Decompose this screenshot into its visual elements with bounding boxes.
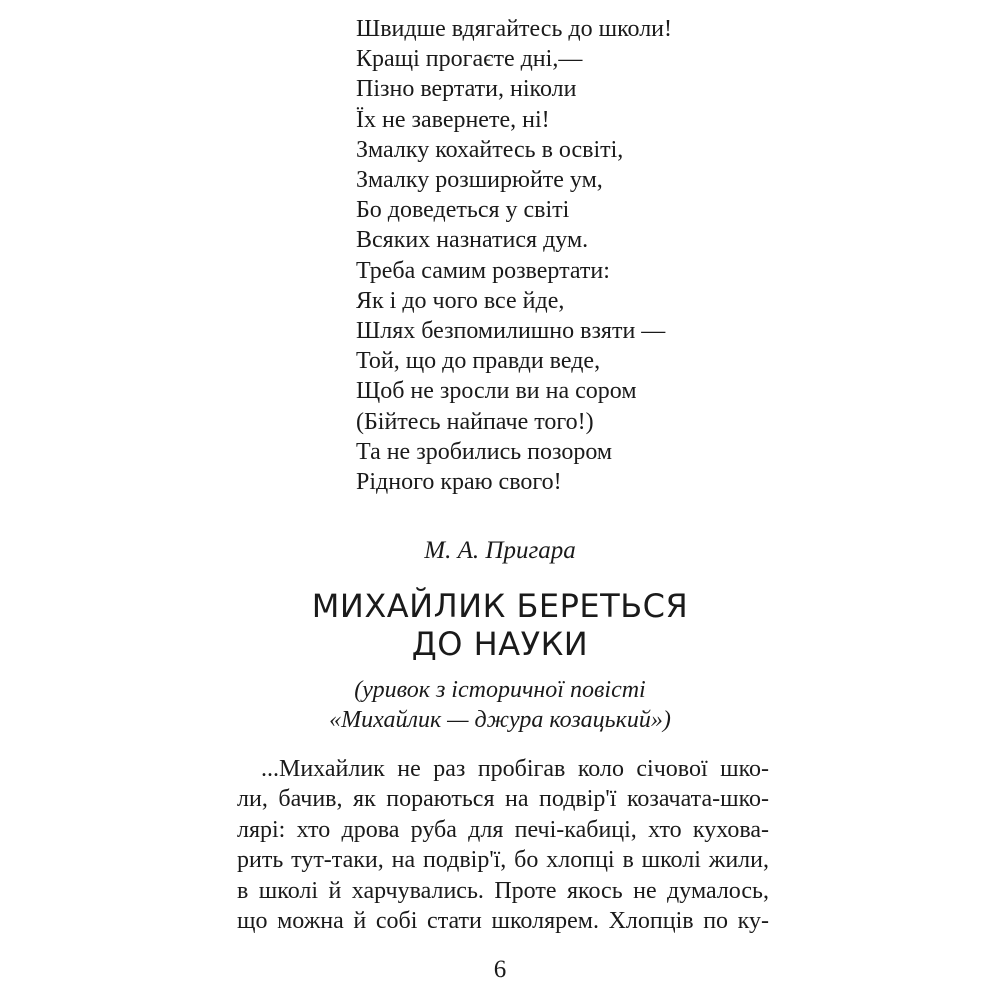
poem-line: Змалку розширюйте ум,: [356, 167, 603, 194]
poem-line: (Бійтесь найпаче того!): [356, 408, 594, 435]
story-text-line: ...Михайлик не раз пробігав коло січової шко-: [261, 756, 769, 782]
story-title-line: ДО НАУКИ: [411, 625, 589, 663]
poem-line: Кращі прогаєте дні,—: [356, 46, 583, 73]
story-author: М. А. Пригара: [424, 537, 576, 564]
poem-line: Всяких назнатися дум.: [356, 227, 589, 254]
poem-line: Як і до чого все йде,: [356, 287, 565, 314]
poem-line: Пізно вертати, ніколи: [356, 76, 577, 103]
poem-line: Та не зробились позором: [356, 438, 613, 465]
story-title-line: МИХАЙЛИК БЕРЕТЬСЯ: [311, 587, 689, 625]
story-text-line: рить тут-таки, на подвір'ї, бо хлопці в школі жили,: [237, 847, 769, 874]
story-text-line: що можна й собі стати школярем. Хлопців по ку-: [237, 908, 769, 935]
story-text-line: ли, бачив, як пораються на подвір'ї козачата-шко-: [237, 786, 769, 813]
poem-line: Треба самим розвертати:: [356, 257, 610, 284]
story-text-line: в школі й харчувались. Проте якось не думалось,: [237, 877, 769, 904]
story-subtitle-line: «Михайлик — джура козацький»): [329, 707, 671, 733]
poem-line: Рідного краю свого!: [356, 469, 562, 496]
poem: [356, 14, 672, 497]
poem-line: Шлях безпомилишно взяти —: [356, 318, 666, 345]
poem-line: Щоб не зросли ви на сором: [356, 378, 637, 405]
poem-line: Змалку кохайтесь в освіті,: [356, 136, 624, 163]
story-text: [237, 754, 769, 936]
poem-line: Швидше вдягайтесь до школи!: [356, 16, 673, 42]
story-title: [0, 587, 1000, 663]
poem-line: Той, що до правди веде,: [356, 348, 601, 375]
story-subtitle: [0, 675, 1000, 735]
story-subtitle-line: (уривок з історичної повісті: [354, 677, 646, 703]
poem-line: Їх не завернете, ні!: [356, 106, 550, 133]
poem-line: Бо доведеться у світі: [356, 197, 570, 224]
story-text-line: лярі: хто дрова руба для печі-кабиці, хто кухова-: [237, 816, 769, 843]
page-number: 6: [493, 956, 507, 983]
